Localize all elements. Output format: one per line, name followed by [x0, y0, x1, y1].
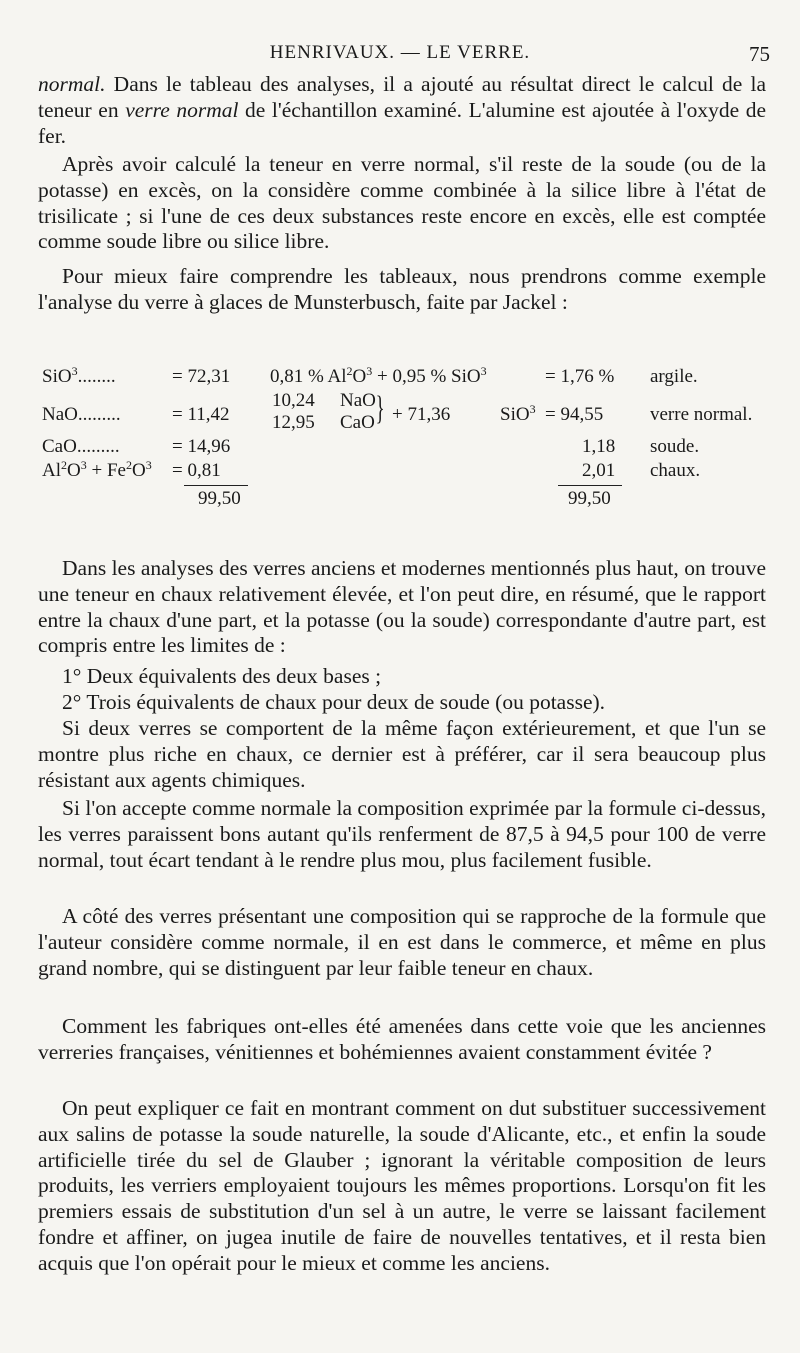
row2-result: = 94,55	[545, 404, 604, 425]
row1-result: = 1,76 %	[545, 366, 615, 387]
row2-cao-value: 12,95	[272, 412, 315, 433]
row-value-nao: = 11,42	[172, 404, 230, 425]
sum-rule-right	[558, 485, 622, 486]
right-brace-icon: }	[375, 390, 385, 427]
row-label-al2o3-fe2o3: $Al^2O^3 + Fe^2O^3$	[42, 458, 152, 481]
page-header	[0, 40, 800, 70]
paragraph-5: Si deux verres se comportent de la même façon extérieurement, et que l'un se montre plus riche en chaux, ce dernier est à préférer, car il sera beaucoup plus résistant aux agents chimiques.	[38, 716, 766, 792]
paragraph-8: Comment les fabriques ont-elles été amenées dans cette voie que les anciennes verreries françaises, vénitiennes et bohémiennes avaient constamment évitée ?	[38, 1014, 766, 1064]
row3-description: soude.	[650, 436, 700, 457]
list-item-2: 2° Trois équivalents de chaux pour deux de soude (ou potasse).	[62, 690, 606, 714]
sum-rule-left	[184, 485, 248, 486]
paragraph-1: normal. Dans le tableau des analyses, il a ajouté au résultat direct le calcul de la teneur en verre normal de l'échantillon examiné. L'alumine est ajoutée à l'oxyde de fer.	[38, 72, 766, 148]
row2-middle: + 71,36	[392, 404, 451, 425]
row-value-sio3: = 72,31	[172, 366, 231, 387]
list-item-1: 1° Deux équivalents des deux bases ;	[62, 664, 382, 688]
row3-result: 1,18	[582, 436, 616, 457]
row4-description: chaux.	[650, 460, 701, 481]
row1-middle: 0,81 % $Al^2O^3 + 0,95$ % SiO$^3$	[270, 364, 487, 387]
row-label-sio3: SiO$^3$........	[42, 364, 116, 387]
paragraph-4: Dans les analyses des verres anciens et modernes mentionnés plus haut, on trouve une teneur en chaux relativement élevée, et l'on peut dire, en résumé, que le rapport entre la chaux d'une part, et la potasse (ou la soude) correspondante d'autre part, est compris entre les limites de :	[38, 556, 766, 658]
row2-nao-value: 10,24	[272, 390, 315, 411]
page-number: 75	[749, 42, 770, 66]
row2-cao-label: CaO	[340, 412, 375, 433]
row-label-nao: NaO.........	[42, 404, 121, 425]
paragraph-3: Pour mieux faire comprendre les tableaux, nous prendrons comme exemple l'analyse du verre à glaces de Munsterbusch, faite par Jackel :	[38, 264, 766, 314]
row4-result: 2,01	[582, 460, 616, 481]
row-label-cao: CaO.........	[42, 436, 120, 457]
paragraph-9: On peut expliquer ce fait en montrant comment on dut substituer successivement aux salins de potasse la soude naturelle, la soude d'Alicante, etc., et enfin la soude artificielle tirée du sel de Glauber ; ignorant la véritable composition de leurs produits, les verriers employaient toujours les mêmes proportions. Lorsqu'on fit les premiers essais de substitution d'un sel à un autre, le verre se laissant facilement fondre et affiner, on jugea inutile de faire de nouvelles tentatives, et il resta bien acquis que l'on opérait pour le mieux et comme les anciens.	[38, 1096, 766, 1275]
row2-description: verre normal.	[650, 404, 753, 425]
row2-sio3: SiO$^3$	[500, 402, 536, 425]
row1-description: argile.	[650, 366, 698, 387]
total-right: 99,50	[568, 488, 611, 509]
row-value-cao: = 14,96	[172, 436, 231, 457]
paragraph-7: A côté des verres présentant une composition qui se rapproche de la formule que l'auteur considère comme normale, il en est dans le commerce, et même en plus grand nombre, qui se distinguent par leur faible teneur en chaux.	[38, 904, 766, 980]
paragraph-2: Après avoir calculé la teneur en verre normal, s'il reste de la soude (ou de la potasse) en excès, on la considère comme combinée à la silice libre à l'état de trisilicate ; si l'une de ces deux substances reste encore en excès, elle est comptée comme soude libre ou silice libre.	[38, 152, 766, 254]
row-value-al2o3-fe2o3: = 0,81	[172, 460, 221, 481]
total-left: 99,50	[198, 488, 241, 509]
paragraph-6: Si l'on accepte comme normale la composition exprimée par la formule ci-dessus, les verres paraissent bons autant qu'ils renferment de 87,5 à 94,5 pour 100 de verre normal, tout écart tendant à le rendre plus mou, plus facilement fusible.	[38, 796, 766, 872]
row2-nao-label: NaO	[340, 390, 376, 411]
running-title: HENRIVAUX. — LE VERRE.	[269, 42, 531, 63]
